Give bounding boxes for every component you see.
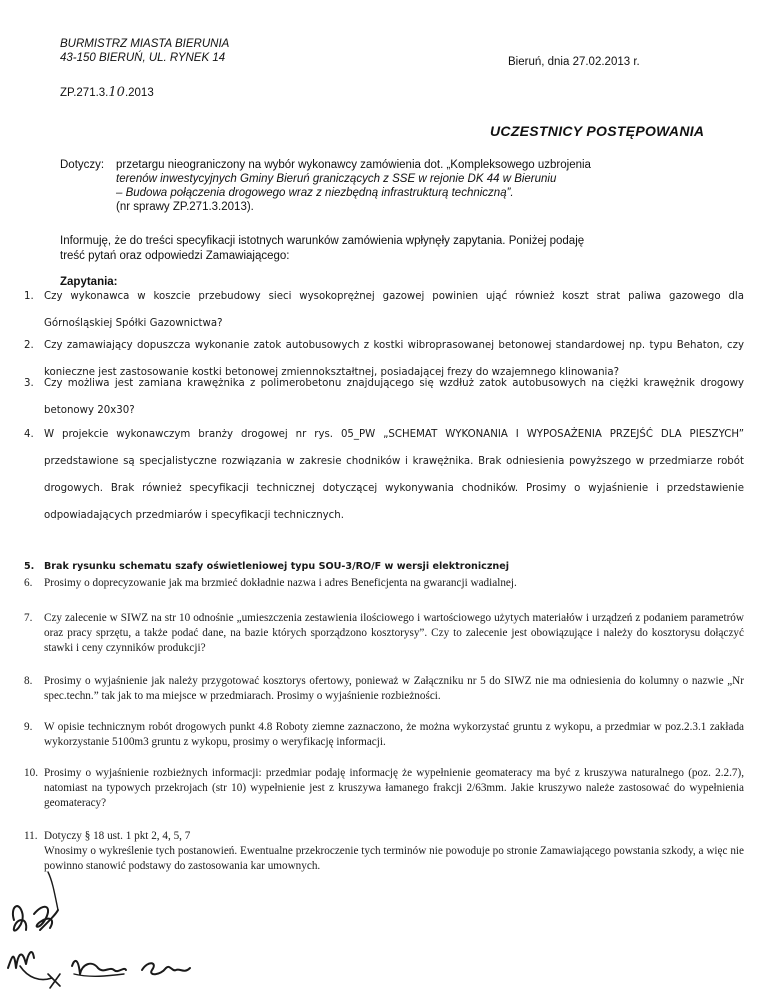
questions-heading: Zapytania:	[60, 276, 118, 288]
question-text-detail: Wnosimy o wykreślenie tych postanowień. Ewentualne przekroczenie tych terminów nie powoduje po stronie Zamawiającego powstania szkody, a więc nie powinno stanowić podstawy do zastosowania kar umownych.	[44, 845, 744, 872]
question-text: Prosimy o wyjaśnienie rozbieżnych informacji: przedmiar podaję informację że wypełnienie geomateracy ma być z kruszywa naturalnego (poz. 2.2.7), natomiast na typowych przekrojach (str 10) wypełnienie jest z kruszywa łamanego frakcji 2/63mm. Jakie kruszywo należe zastosować do wypełnienia geomateracy?	[44, 767, 744, 809]
question-number: 7.	[24, 612, 33, 624]
handwritten-signatures	[0, 870, 240, 994]
list-item	[24, 576, 744, 591]
concern-block	[60, 158, 750, 214]
office-address: 43-150 BIERUŃ, UL. RYNEK 14	[60, 52, 226, 64]
intro-line-2: treść pytań oraz odpowiedzi Zamawiającego:	[60, 249, 290, 262]
reference-handwritten: 10	[108, 85, 125, 100]
signature-stroke	[48, 974, 60, 988]
signature-stroke	[34, 907, 52, 928]
question-text: Czy możliwa jest zamiana krawężnika z polimerobetonu znajdującego się wzdłuż zatok autobusowych na ciężki krawężnik drogowy betonowy 20x30?	[44, 378, 744, 416]
question-text: Brak rysunku schematu szafy oświetleniowej typu SOU-3/RO/F w wersji elektronicznej	[44, 561, 510, 572]
document-date: Bieruń, dnia 27.02.2013 r.	[508, 56, 640, 68]
list-item	[24, 283, 744, 337]
question-text: Czy zalecenie w SIWZ na str 10 odnośnie „umieszczenia zestawienia ilościowego i wartościowego użytych materiałów i urządzeń z podaniem parametrów oraz pracy sprzętu, a także podać dane, na bazie których sporządzono kosztorysy”. Czy to zalecenie jest obowiązujące i należy do kosztorysu dołączyć stawki i ceny czynników produkcji?	[44, 612, 744, 654]
reference-number	[60, 85, 154, 100]
list-item	[24, 421, 744, 529]
list-item	[24, 766, 744, 811]
question-number: 10.	[24, 767, 38, 779]
question-number: 11.	[24, 830, 38, 842]
signature-stroke	[8, 952, 34, 968]
signature-stroke	[142, 963, 190, 974]
list-item	[24, 370, 744, 424]
question-number: 6.	[24, 577, 33, 589]
question-number: 9.	[24, 721, 33, 733]
question-text: W opisie technicznym robót drogowych punkt 4.8 Roboty ziemne zaznaczono, że można wykorzystać gruntu z wykopu, a przedmiar w poz.2.3.1 zakłada wykorzystanie 5100m3 gruntu z wykopu, prosimy o weryfikację informacji.	[44, 721, 744, 748]
concern-line-4: (nr sprawy ZP.271.3.2013).	[116, 201, 254, 213]
question-text: Czy wykonawca w koszcie przebudowy sieci wysokoprężnej gazowej powinien ująć również koszt strat paliwa gazowego dla Górnośląskiej Spółki Gazownictwa?	[44, 291, 744, 329]
list-item	[24, 720, 744, 750]
reference-prefix: ZP.271.3.	[60, 87, 109, 99]
signature-stroke	[20, 966, 52, 980]
list-item	[24, 829, 744, 874]
question-text: W projekcie wykonawczym branży drogowej nr rys. 05_PW „SCHEMAT WYKONANIA I WYPOSAŻENIA PRZEJŚĆ DLA PIESZYCH” przedstawione są specjalistyczne rozwiązania w zakresie chodników i krawężnika. Brak odniesienia powyższego w przedmiarze robót drogowych. Brak również specyfikacji technicznej dotyczącej wykonywania chodników. Prosimy o wyjaśnienie i przedstawienie odpowiadających przedmiarów i specyfikacji technicznych.	[44, 429, 744, 521]
question-number: 2.	[24, 340, 34, 351]
question-text: Prosimy o wyjaśnienie jak należy przygotować kosztorys ofertowy, ponieważ w Załączniku nr 5 do SIWZ nie ma odniesienia do kolumny o nazwie „Nr spec.techn.” tak jak to ma miejsce w przedmiarach. Prosimy o wyjaśnienie rozbieżności.	[44, 675, 744, 702]
question-text: Prosimy o doprecyzowanie jak ma brzmieć dokładnie nazwa i adres Beneficjenta na gwarancji wadialnej.	[44, 577, 517, 589]
signature-stroke	[72, 961, 126, 974]
question-number: 4.	[24, 429, 34, 440]
signature-stroke	[74, 974, 124, 976]
office-name: BURMISTRZ MIASTA BIERUNIA	[60, 38, 230, 50]
question-number: 8.	[24, 675, 33, 687]
intro-line-1: Informuję, że do treści specyfikacji istotnych warunków zamówienia wpłynęły zapytania. Poniżej podaję	[60, 235, 585, 247]
reference-suffix: .2013	[124, 87, 154, 99]
question-text: Dotyczy § 18 ust. 1 pkt 2, 4, 5, 7	[44, 830, 191, 842]
list-item	[24, 560, 744, 574]
concern-line-1: przetargu nieograniczony na wybór wykonawcy zamówienia dot. „Kompleksowego uzbrojenia	[116, 159, 591, 171]
signature-stroke	[13, 906, 26, 931]
concern-line-3: – Budowa połączenia drogowego wraz z niezbędną infrastrukturą techniczną”.	[116, 187, 514, 199]
page-title: UCZESTNICY POSTĘPOWANIA	[490, 123, 705, 139]
list-item	[24, 674, 744, 704]
question-number: 3.	[24, 378, 34, 389]
concern-label: Dotyczy:	[60, 159, 105, 171]
concern-line-2: terenów inwestycyjnych Gminy Bieruń graniczących z SSE w rejonie DK 44 w Bieruniu	[116, 173, 557, 185]
question-number: 5.	[24, 561, 35, 572]
list-item	[24, 611, 744, 656]
question-number: 1.	[24, 291, 34, 302]
intro-paragraph	[60, 234, 750, 263]
signature-stroke	[48, 872, 58, 910]
question-text: Czy zamawiający dopuszcza wykonanie zatok autobusowych z kostki wibroprasowanej betonowej standardowej np. typu Behaton, czy konieczne jest zastosowanie kostki betonowej zmiennokształtnej, posiadającej frezy do wzajemnego klinowania?	[44, 340, 744, 378]
